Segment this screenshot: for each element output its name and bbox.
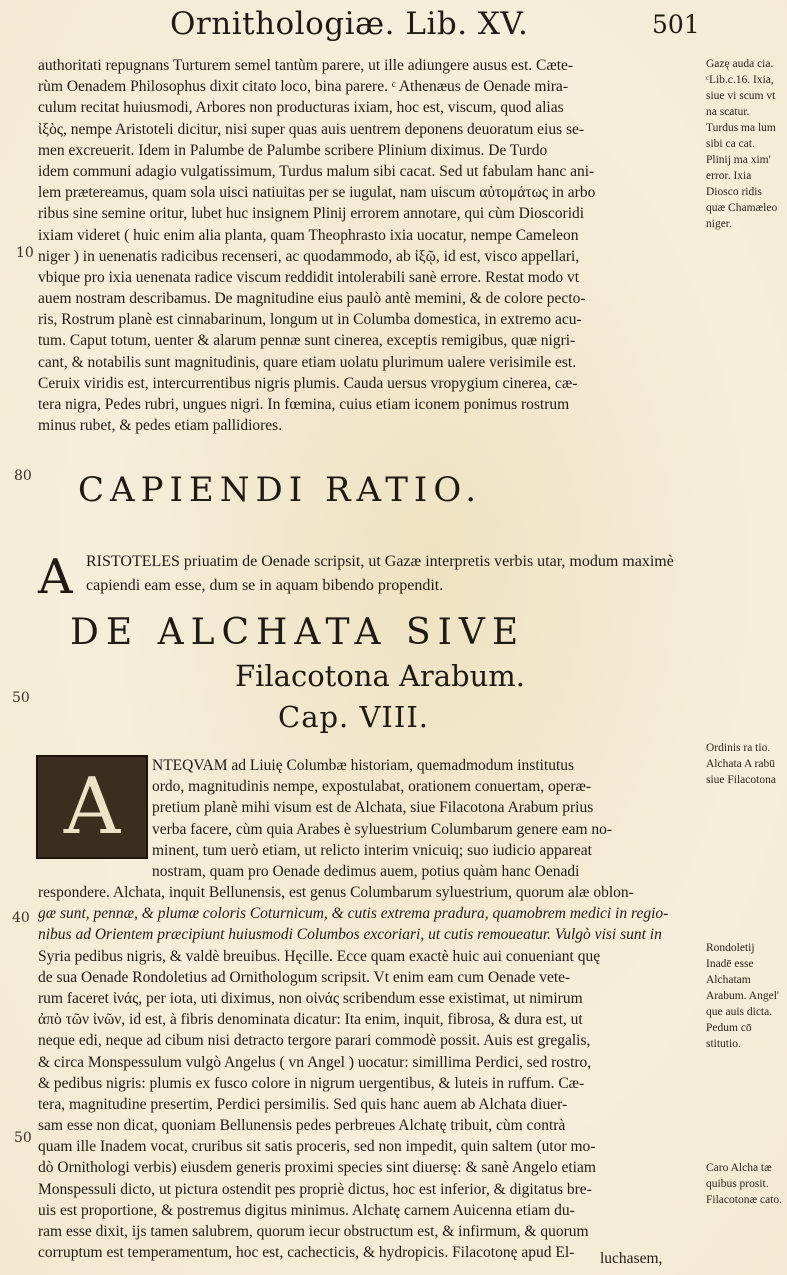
text-line: ram esse dixit, ijs tamen salubrem, quorum iecur obstructum est, & infirmum, & quorum xyxy=(38,1223,589,1240)
text-line: gæ sunt, pennæ, & plumæ coloris Coturnicum, & cutis extrema pradura, quamobrem medici in regio- xyxy=(38,905,669,923)
text-line: NTEQVAM ad Liuię Columbæ historiam, quemadmodum institutus xyxy=(152,757,575,774)
chapter-subtitle: Filacotona Arabum. xyxy=(235,659,526,693)
text-line: tera, magnitudine presertim, Perdici persimilis. Sed quis hanc auem ab Alchata diuer- xyxy=(38,1095,568,1113)
text-line: ἰξὸς, nempe Aristoteli dicitur, nisi super quas auis uentrem deponens deuoratum eius se- xyxy=(38,120,585,138)
margin-note: Rondoletij Inadē esse Alchatam Arabum. Angel' que auis dicta. Pedum cō stitutio. xyxy=(706,942,779,1050)
text-block-2 xyxy=(152,755,702,882)
drop-letter: A xyxy=(38,549,73,605)
text-line: nibus ad Orientem præcipiunt huiusmodi Columbos excoriari, ut cutis remoueatur. Vulgò visi sunt in xyxy=(38,926,662,944)
line-number: 50 xyxy=(12,690,30,706)
text-line: tum. Caput totum, uenter & alarum pennæ sunt cinerea, exceptis remigibus, quæ nigri- xyxy=(38,332,576,350)
section-heading: CAPIENDI RATIO. xyxy=(78,470,483,510)
text-line: corruptum est temperamentum, hoc est, cachecticis, & hydropicis. Filacotonę apud El- xyxy=(38,1244,575,1262)
text-line: ixiam videret ( huic enim alia planta, quam Theophrasto ixia uocatur, nempe Cameleon xyxy=(38,226,579,244)
text-line: verba facere, cùm quia Arabes è syluestrium Columbarum genere eam no- xyxy=(152,820,613,838)
text-line: vbique pro ixia uenenata radice viscum reddidit intolerabili sanè errore. Restat modo vt xyxy=(38,268,580,286)
text-line: Syria pedibus nigris, & valdè breuibus. Hęcille. Ecce quam exactè huic aui conueniant quę xyxy=(38,947,601,965)
running-head: Ornithologiæ. Lib. XV. xyxy=(170,6,529,42)
text-line: cant, & notabilis sunt magnitudinis, quare etiam uolatu plurimum ualere verisimile est. xyxy=(38,353,577,371)
text-line: quam ille Inadem vocat, cruribus sit satis proceris, sed non impedit, quin saltem (utor mo- xyxy=(38,1138,596,1156)
text-line: dò Ornithologi verbis) eiusdem generis proximi species sint diuersę: & sanè Angelo etiam xyxy=(38,1159,596,1177)
text-block-3 xyxy=(38,882,700,1263)
margin-note: Ordinis ra tio. Alchata A rabū siue Filacotona xyxy=(706,742,776,786)
text-line: nostram, quam pro Oenade dedimus auem, potius quàm hanc Oenadi xyxy=(152,862,580,880)
text-line: Monspessuli dicto, ut pictura ostendit pes propriè dictus, hoc est inferior, & digitatus bre- xyxy=(38,1180,592,1198)
line-number: 10 xyxy=(16,245,34,261)
text-line: rum faceret ἰνάς, per iota, uti diximus, non οἰνάς scribendum esse existimat, ut nimirum xyxy=(38,989,583,1007)
text-line: ἀπὸ τῶν ἰνῶν, id est, à fibris denominata dicatur: Ita enim, inquit, fibrosa, & dura est, ut xyxy=(38,1011,583,1029)
text-line: ris, Rostrum planè est cinnabarinum, longum ut in Columba domestica, in extremo acu- xyxy=(38,311,582,329)
text-line: rùm Oenadem Philosophus dixit citato loco, bina parere. ᶜ Athenæus de Oenade mira- xyxy=(38,78,568,96)
text-line: & circa Monspessulum vulgò Angelus ( vn Angel ) uocatur: simillima Perdici, sed rostro, xyxy=(38,1053,592,1071)
text-line: idem communi adagio vulgatissimum, Turdus malum sibi cacat. Sed ut fabulam hanc ani- xyxy=(38,162,595,180)
text-line: lem prætereamus, quam sola uisci natiuitas per se iugulat, nam uiscum αὐτομάτως in arbo xyxy=(38,184,596,202)
line-number: 50 xyxy=(14,1130,32,1146)
margin-note: Gazę auda cia. ᶜLib.c.16. Ixia, siue vi scum vt na scatur. Turdus ma lum sibi ca cat. Plinij ma xim' error. Ixia Diosco ridis quæ Chamæleo niger. xyxy=(706,58,778,230)
section-text: RISTOTELES priuatim de Oenade scripsit, ut Gazæ interpretis verbis utar, modum maximè capiendi eam esse, dum se in aquam bibendo propendit. xyxy=(86,553,674,594)
text-line: ribus sine semine oritur, lubet huc insignem Plinij errorem annotare, qui cùm Dioscoridi xyxy=(38,205,585,223)
margin-note: Caro Alcha tæ quibus prosit. Filacotonæ cato. xyxy=(706,1162,783,1206)
text-line: minus rubet, & pedes etiam pallidiores. xyxy=(38,417,283,435)
text-line: respondere. Alchata, inquit Bellunensis, est genus Columbarum syluestrium, quorum alæ oblon- xyxy=(38,884,634,901)
decorated-initial xyxy=(36,755,148,859)
initial-letter: A xyxy=(63,762,121,852)
line-number: 40 xyxy=(12,910,30,926)
text-line: neque edi, neque ad cibum nisi detracto tergore parari commodè possit. Auis est gregalis, xyxy=(38,1032,591,1050)
text-line: sam esse non dicat, quoniam Bellunensis pedes perbreues Alchatę tribuit, cùm contrà xyxy=(38,1117,566,1135)
text-line: de sua Oenade Rondoletius ad Ornithologum scripsit. Vt enim eam cum Oenade vete- xyxy=(38,968,571,986)
chapter-title: DE ALCHATA SIVE xyxy=(70,612,526,653)
text-line: & pedibus nigris: plumis ex fusco colore in nigrum uergentibus, & luteis in ruffum. Cæ- xyxy=(38,1074,585,1092)
text-line: auem nostram describamus. De magnitudine eius paulò antè memini, & de colore pecto- xyxy=(38,290,586,308)
text-line: uis est proportione, & postremus digitus minimus. Alchatę carnem Auicenna etiam du- xyxy=(38,1201,575,1219)
line-number: 80 xyxy=(14,468,32,484)
catchword: luchasem, xyxy=(600,1250,663,1267)
text-line: ordo, magnitudinis nempe, expostulabat, orationem conuertam, operæ- xyxy=(152,778,592,796)
text-line: niger ) in uenenatis radicibus recenseri, ac quodammodo, ab ἰξῷ, id est, visco appellari, xyxy=(38,247,580,265)
page-number: 501 xyxy=(652,10,700,39)
text-line: pretium planè mihi visum est de Alchata, siue Filacotona Arabum prius xyxy=(152,799,594,817)
text-line: tera nigra, Pedes rubri, ungues nigri. In fœmina, cuius etiam iconem ponimus rostrum xyxy=(38,396,570,413)
text-line: Ceruix viridis est, intercurrentibus nigris plumis. Cauda uersus vropygium cinerea, cæ- xyxy=(38,374,578,392)
text-line: culum recitat huiusmodi, Arbores non producturas ixiam, hoc est, viscum, quod alias xyxy=(38,99,564,117)
text-block-1 xyxy=(38,55,700,436)
chapter-number: Cap. VIII. xyxy=(278,700,430,734)
text-line: minent, tum uerò etiam, ut relicto interim vnicuiq; suo iudicio appareat xyxy=(152,841,592,859)
text-line: men excreuerit. Idem in Palumbe de Palumbe scribere Plinium diximus. De Turdo xyxy=(38,141,548,159)
text-line: authoritati repugnans Turturem semel tantùm parere, ut ille adiungere ausus est. Cæte- xyxy=(38,57,574,74)
